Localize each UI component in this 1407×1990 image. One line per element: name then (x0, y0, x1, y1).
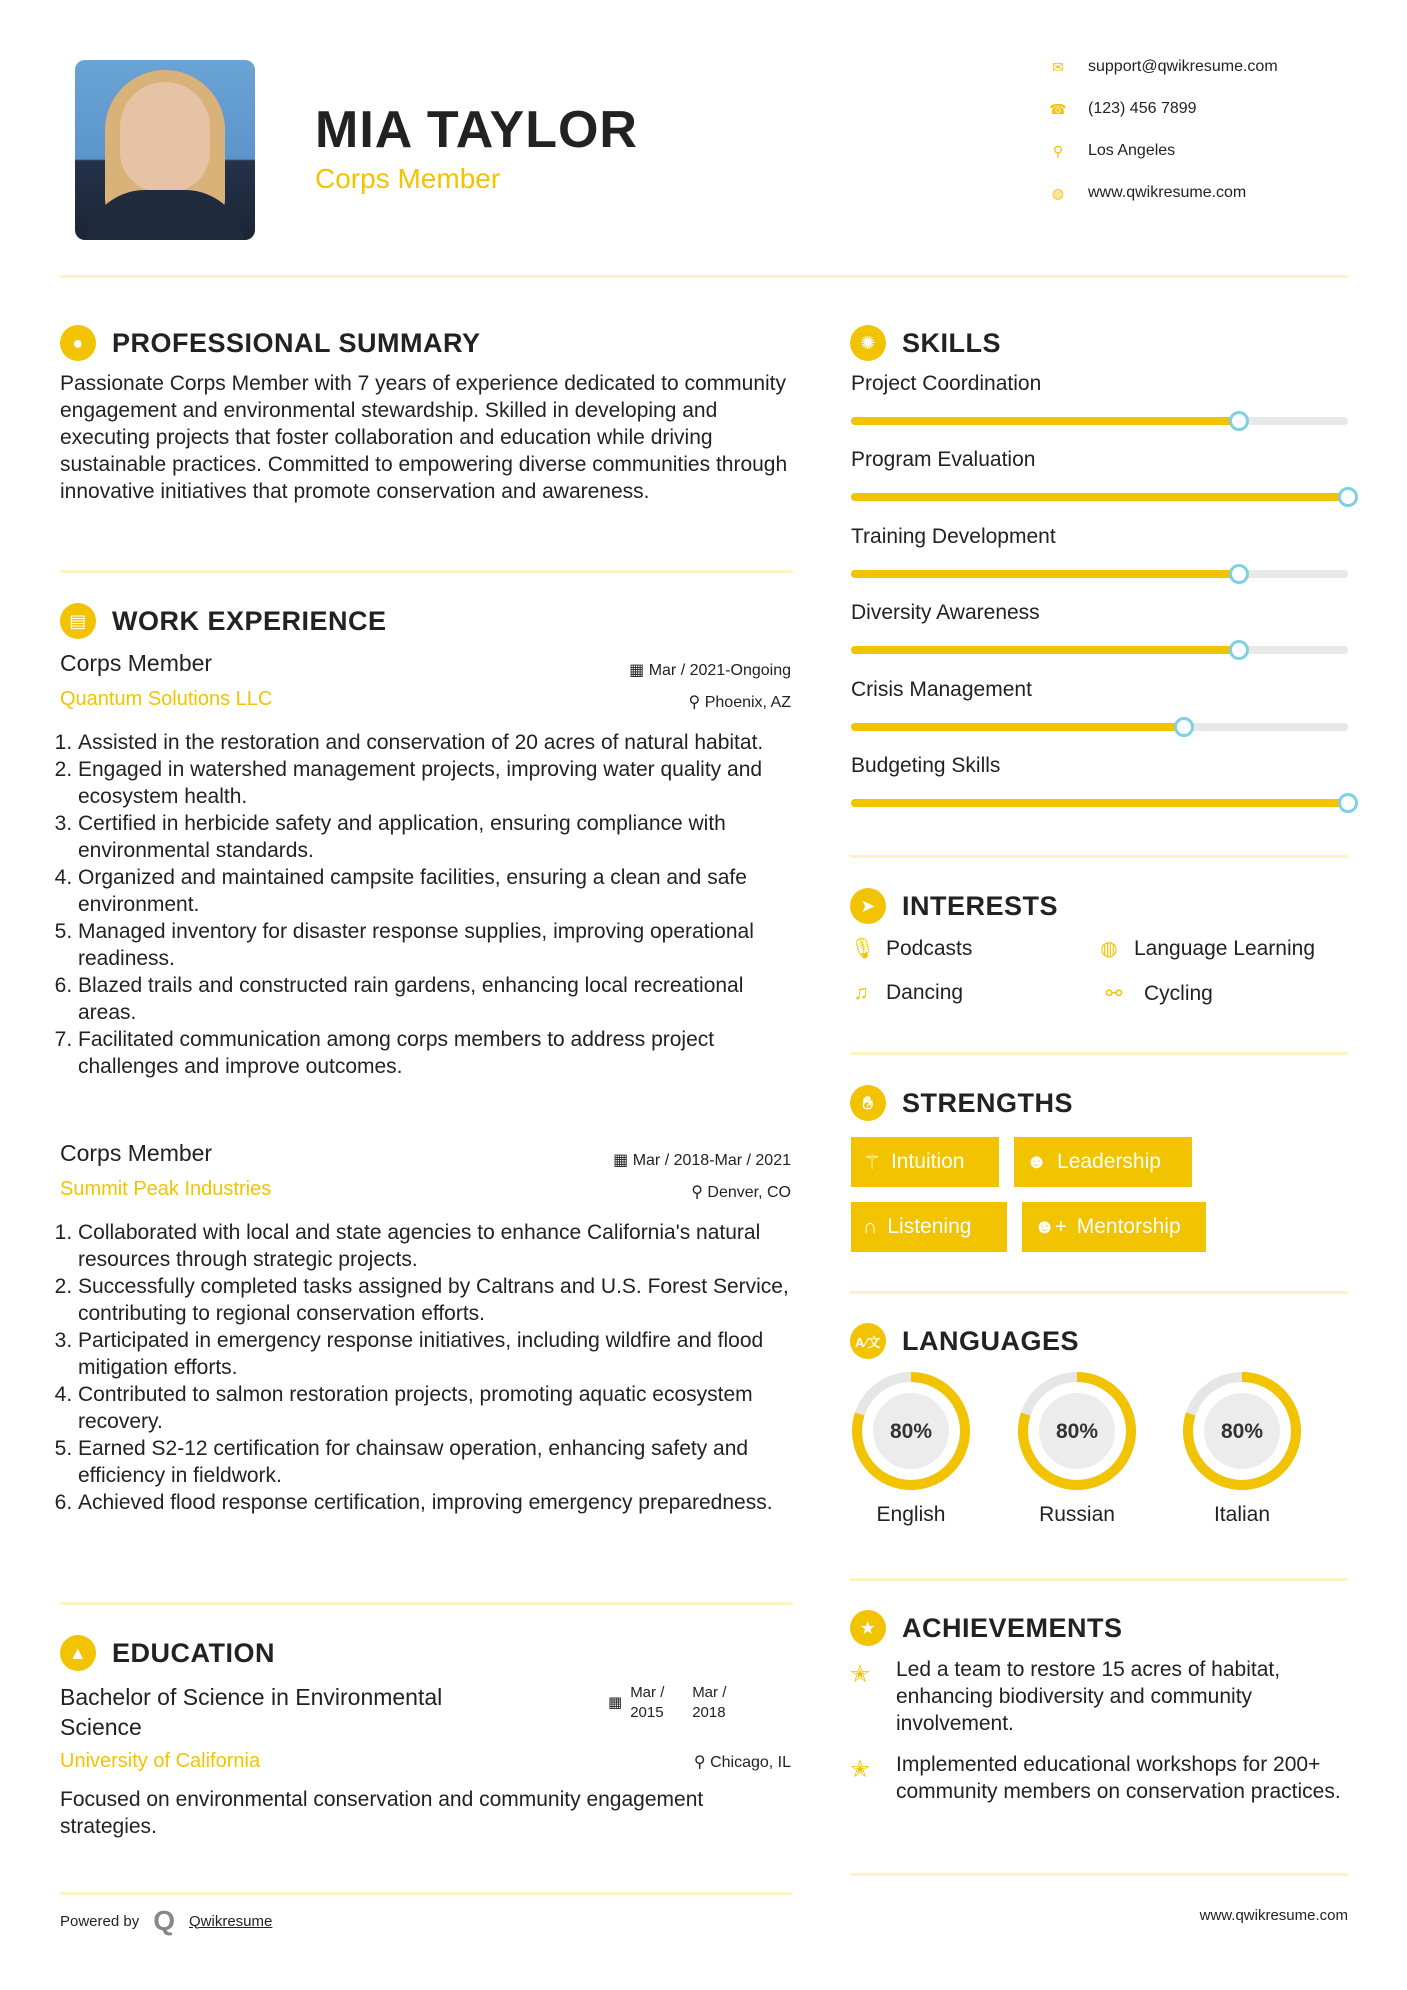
users-icon: ☻ (1026, 1150, 1048, 1173)
summary-heading (60, 325, 481, 361)
skill-bar-knob (1338, 793, 1358, 813)
education-heading-text: EDUCATION (112, 1637, 275, 1668)
achievements-heading (850, 1610, 1123, 1646)
pin-icon: ⚲ (691, 1184, 708, 1201)
strengths-heading (850, 1085, 1073, 1121)
strengths-heading-text: STRENGTHS (902, 1087, 1074, 1118)
powered-by-text: Powered by (60, 1912, 140, 1930)
job-1-title: Corps Member (60, 650, 213, 676)
strength-badge (1014, 1137, 1192, 1187)
user-icon: ● (60, 325, 96, 361)
skill-bar (851, 417, 1348, 425)
pin-icon: ⚲ (688, 694, 705, 711)
education-description: Focused on environmental conservation and community engagement strategies. (60, 1788, 704, 1838)
job-2-title: Corps Member (60, 1140, 213, 1166)
skill-bar-fill (851, 570, 1239, 578)
skill-bar-knob (1338, 487, 1358, 507)
interest-label: Language Learning (1134, 936, 1316, 960)
list-item: 1. Collaborated with local and state agencies to enhance California's natural resources through strategic projects. (78, 1219, 795, 1273)
star-icon: ✭ (850, 1661, 871, 1688)
job-2-list (60, 1219, 795, 1516)
calendar-icon: ▦ (613, 1152, 633, 1169)
skill-bar-fill (851, 417, 1239, 425)
language-percent: 80% (1220, 1420, 1264, 1443)
experience-heading-text: WORK EXPERIENCE (112, 605, 387, 636)
phone-icon: ☎ (1049, 100, 1067, 117)
job-1-location: ⚲ Phoenix, AZ (688, 694, 791, 711)
job-2-company: Summit Peak Industries (60, 1178, 272, 1200)
skill-bar (851, 570, 1348, 578)
skill-name: Crisis Management (851, 677, 1032, 701)
job-2-location: ⚲ Denver, CO (691, 1184, 791, 1201)
interest-label: Podcasts (886, 936, 973, 960)
calendar-icon: ▦ (608, 1694, 623, 1711)
user-plus-icon: ☻+ (1034, 1215, 1067, 1238)
candidate-title: Corps Member (315, 163, 501, 194)
education-heading (60, 1635, 275, 1671)
footer-url[interactable]: www.qwikresume.com (1199, 1907, 1348, 1924)
skill-bar-fill (851, 799, 1348, 807)
interest-label: Dancing (886, 981, 964, 1004)
achievements-divider (850, 1873, 1348, 1876)
language-name: Italian (1213, 1503, 1271, 1526)
globe-icon: ◍ (1100, 938, 1118, 960)
strength-badge (851, 1202, 1007, 1252)
contact-location-text: Los Angeles (1088, 142, 1176, 159)
interest-item (850, 936, 972, 961)
headphones-icon: ∩ (863, 1215, 878, 1238)
skill-name: Budgeting Skills (851, 754, 1001, 777)
skill-bar-fill (851, 723, 1184, 731)
list-item: 5. Managed inventory for disaster response supplies, improving operational readiness. (78, 918, 795, 972)
summary-heading-text: PROFESSIONAL SUMMARY (112, 327, 481, 358)
language-ring (1016, 1370, 1138, 1492)
list-item: 4. Contributed to salmon restoration projects, promoting aquatic ecosystem recovery. (78, 1381, 795, 1435)
skill-name: Project Coordination (851, 372, 1042, 395)
skill-name: Diversity Awareness (851, 601, 1040, 625)
skill-bar-knob (1229, 640, 1249, 660)
microphone-icon: 🎙︎ (850, 938, 876, 960)
skill-bar-fill (851, 493, 1348, 501)
map-pin-icon: ⚲ (1052, 142, 1064, 159)
star-icon: ★ (850, 1610, 886, 1646)
qwikresume-logo-icon: Q (153, 1905, 175, 1936)
achievements-heading-text: ACHIEVEMENTS (902, 1612, 1123, 1643)
contact-phone-text: (123) 456 7899 (1088, 100, 1197, 117)
skill-name: Training Development (851, 524, 1056, 548)
list-item: 3. Certified in herbicide safety and application, ensuring compliance with environmental standards. (78, 810, 795, 864)
education-degree: Bachelor of Science in Environmental Science (60, 1684, 443, 1740)
strength-badge (851, 1137, 999, 1187)
language-ring (850, 1370, 972, 1492)
skill-bar (851, 723, 1348, 731)
skills-heading (850, 325, 1001, 361)
languages-heading-text: LANGUAGES (902, 1325, 1080, 1356)
translate-icon: A⁄文 (850, 1323, 886, 1359)
list-item: 1. Assisted in the restoration and conservation of 20 acres of natural habitat. (78, 729, 795, 756)
list-item: 2. Engaged in watershed management projects, improving water quality and ecosystem health. (78, 756, 795, 810)
magic-wand-icon: ⚚ (863, 1151, 881, 1174)
contact-website[interactable] (1050, 184, 1246, 202)
star-icon: ✭ (850, 1756, 871, 1783)
languages-divider (850, 1578, 1348, 1581)
briefcase-icon: ▤ (60, 603, 96, 639)
contact-website-text: www.qwikresume.com (1088, 184, 1247, 201)
skill-bar-knob (1174, 717, 1194, 737)
job-1-date: ▦ Mar / 2021-Ongoing (629, 662, 791, 679)
lightbulb-icon: ✺ (850, 325, 886, 361)
header-divider (60, 275, 1348, 278)
candidate-name: MIA TAYLOR (315, 101, 638, 159)
skill-bar-fill (851, 646, 1239, 654)
education-location: ⚲ Chicago, IL (693, 1754, 791, 1771)
interest-item (850, 981, 963, 1005)
bicycle-icon: ⚯ (1105, 983, 1123, 1005)
interest-item (1098, 936, 1315, 961)
achievement-item: Implemented educational workshops for 200+ community members on conservation practices. (896, 1753, 1341, 1803)
education-start: Mar / 2015 (630, 1684, 665, 1721)
list-item: 4. Organized and maintained campsite facilities, ensuring a clean and safe environment. (78, 864, 795, 918)
language-percent: 80% (889, 1420, 933, 1443)
calendar-icon: ▦ (629, 662, 649, 679)
list-item: 6. Blazed trails and constructed rain gardens, enhancing local recreational areas. (78, 972, 795, 1026)
language-name: English (876, 1503, 946, 1526)
strength-badge (1022, 1202, 1206, 1252)
list-item: 3. Participated in emergency response initiatives, including wildfire and flood mitigation efforts. (78, 1327, 795, 1381)
skill-name: Program Evaluation (851, 448, 1036, 472)
paper-plane-icon: ➤ (850, 888, 886, 924)
pin-icon: ⚲ (693, 1754, 711, 1771)
list-item: 6. Achieved flood response certification, improving emergency preparedness. (78, 1489, 795, 1516)
education-school: University of California (60, 1750, 261, 1772)
footer-powered (60, 1905, 272, 1937)
contact-phone[interactable] (1050, 100, 1197, 118)
education-end: Mar / 2018 (692, 1684, 727, 1721)
contact-location (1050, 142, 1175, 160)
skill-bar-knob (1229, 564, 1249, 584)
job-1-list (60, 729, 795, 1080)
skills-heading-text: SKILLS (902, 327, 1002, 358)
interests-divider (850, 1052, 1348, 1055)
hand-icon: ✋︎ (850, 1085, 886, 1121)
list-item: 5. Earned S2-12 certification for chainsaw operation, enhancing safety and efficiency in fieldwork. (78, 1435, 795, 1489)
interests-heading (850, 888, 1058, 924)
language-name: Russian (1039, 1503, 1115, 1526)
contact-email-text: support@qwikresume.com (1088, 58, 1278, 75)
graduation-icon: ▲ (60, 1635, 96, 1671)
experience-heading (60, 603, 387, 639)
job-1-company: Quantum Solutions LLC (60, 688, 273, 710)
job-2-date: ▦ Mar / 2018-Mar / 2021 (613, 1152, 791, 1169)
skill-bar (851, 799, 1348, 807)
music-note-icon: ♫ (853, 981, 869, 1004)
summary-text: Passionate Corps Member with 7 years of experience dedicated to community engagement and environmental stewardship. Skilled in developing and executing projects that foster collaboration and education while driving sustainable practices. Committed to empowering diverse communities through innovative initiatives that promote conservation and awareness. (60, 372, 788, 503)
education-divider (60, 1892, 793, 1895)
skills-divider (850, 855, 1348, 858)
strength-label: Mentorship (1076, 1215, 1181, 1238)
interest-label: Cycling (1144, 981, 1213, 1005)
interests-heading-text: INTERESTS (902, 890, 1059, 921)
language-ring (1181, 1370, 1303, 1492)
skill-bar-knob (1229, 411, 1249, 431)
skill-bar (851, 646, 1348, 654)
languages-heading (850, 1323, 1079, 1359)
list-item: 7. Facilitated communication among corps members to address project challenges and improve outcomes. (78, 1026, 795, 1080)
language-percent: 80% (1055, 1420, 1099, 1443)
interest-item (1098, 981, 1213, 1006)
strength-label: Intuition (890, 1150, 965, 1173)
globe-icon: ◍ (1051, 184, 1065, 201)
strength-label: Listening (887, 1215, 972, 1238)
strength-label: Leadership (1057, 1150, 1161, 1173)
contact-email[interactable] (1050, 58, 1278, 76)
education-dates (608, 1683, 742, 1723)
profile-photo (75, 60, 255, 240)
list-item: 2. Successfully completed tasks assigned by Caltrans and U.S. Forest Service, contributing to regional conservation efforts. (78, 1273, 795, 1327)
skill-bar (851, 493, 1348, 501)
achievement-item: Led a team to restore 15 acres of habitat, enhancing biodiversity and community involvement. (896, 1658, 1281, 1735)
strengths-divider (850, 1291, 1348, 1294)
experience-divider (60, 1602, 793, 1605)
brand-link[interactable]: Qwikresume (189, 1912, 273, 1930)
summary-divider (60, 570, 793, 573)
envelope-icon: ✉ (1052, 58, 1064, 75)
